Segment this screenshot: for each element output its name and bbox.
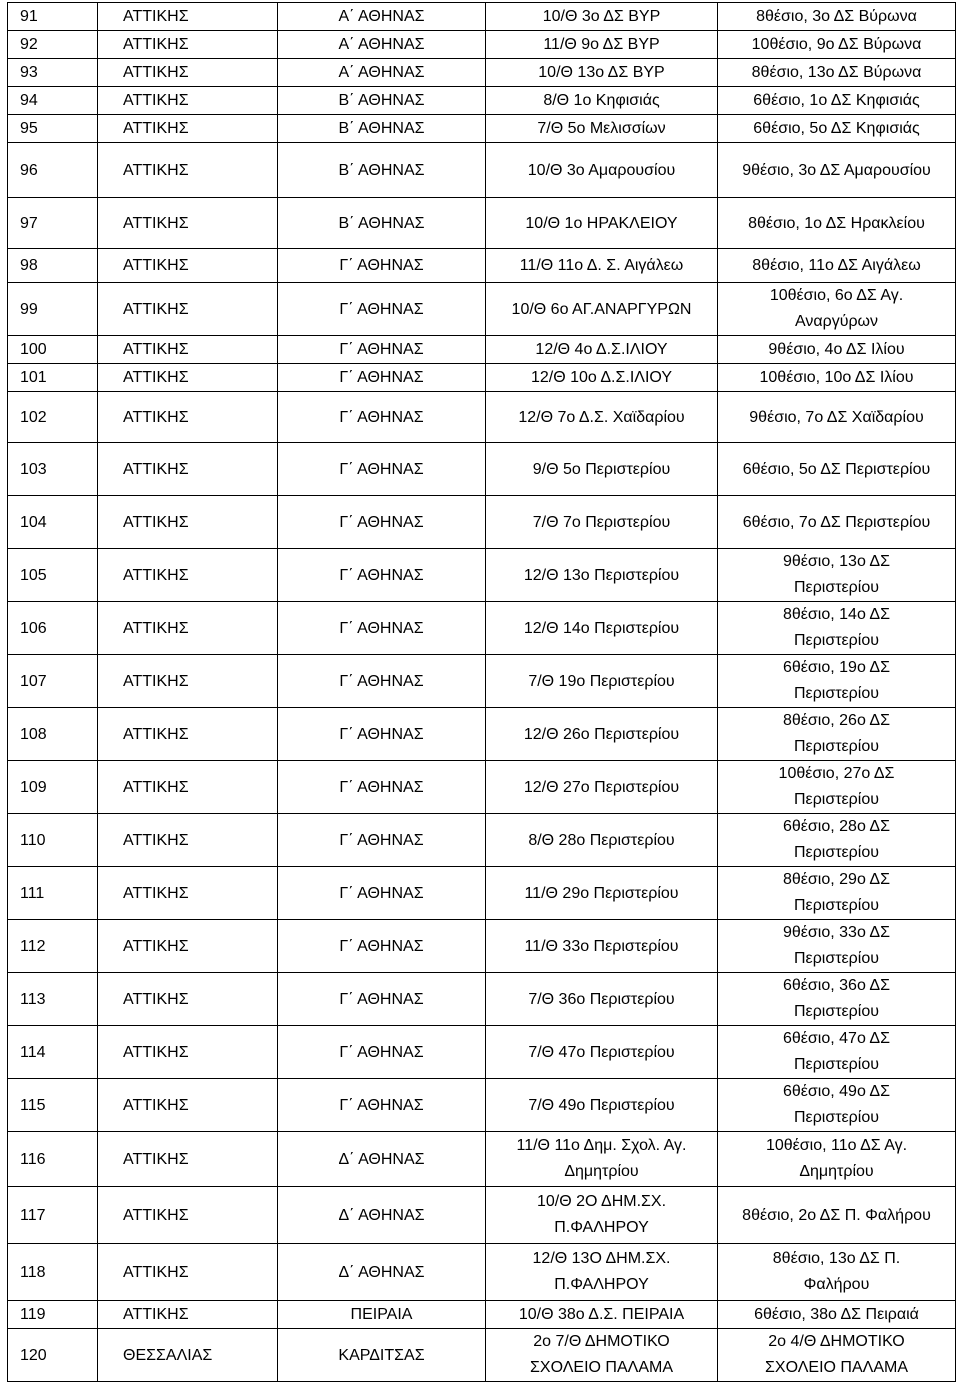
table-row <box>8 115 956 143</box>
table-row <box>8 1244 956 1301</box>
row-number: 114 <box>8 1026 98 1079</box>
directorate-cell: Γ΄ ΑΘΗΝΑΣ <box>278 973 486 1026</box>
region-cell: ΑΤΤΙΚΗΣ <box>98 920 278 973</box>
row-number: 115 <box>8 1079 98 1132</box>
position-cell-line: 8θέσιο, 13ο ΔΣ Π. <box>772 1250 901 1267</box>
table-row <box>8 1329 956 1382</box>
directorate-cell: Γ΄ ΑΘΗΝΑΣ <box>278 814 486 867</box>
schools-table <box>7 2 956 1382</box>
region-cell: ΑΤΤΙΚΗΣ <box>98 1301 278 1329</box>
position-cell <box>718 761 956 814</box>
table-row <box>8 143 956 198</box>
row-number: 110 <box>8 814 98 867</box>
position-cell-line: 6θέσιο, 5ο ΔΣ Κηφισιάς <box>753 120 920 137</box>
directorate-cell: Α΄ ΑΘΗΝΑΣ <box>278 31 486 59</box>
region-cell: ΑΤΤΙΚΗΣ <box>98 143 278 198</box>
school-cell <box>486 364 718 392</box>
school-cell-line: 12/Θ 14ο Περιστερίου <box>523 619 680 637</box>
table-row <box>8 496 956 549</box>
row-number: 118 <box>8 1244 98 1301</box>
table-row <box>8 198 956 249</box>
school-cell-line: 11/Θ 11ο Δημ. Σχολ. Αγ. <box>516 1137 687 1154</box>
table-row <box>8 761 956 814</box>
school-cell <box>486 336 718 364</box>
region-cell: ΑΤΤΙΚΗΣ <box>98 973 278 1026</box>
row-number: 108 <box>8 708 98 761</box>
row-number: 104 <box>8 496 98 549</box>
position-cell-line: Αναργύρων <box>794 313 879 330</box>
school-cell-line: 12/Θ 7ο Δ.Σ. Χαϊδαρίου <box>518 408 685 426</box>
region-cell: ΑΤΤΙΚΗΣ <box>98 708 278 761</box>
school-cell-line: 7/Θ 49ο Περιστερίου <box>528 1096 675 1114</box>
school-cell <box>486 1026 718 1079</box>
region-cell: ΑΤΤΙΚΗΣ <box>98 1132 278 1187</box>
position-cell <box>718 392 956 443</box>
position-cell-line: 6θέσιο, 1ο ΔΣ Κηφισιάς <box>753 92 920 109</box>
school-cell-line: 11/Θ 29ο Περιστερίου <box>524 884 679 902</box>
position-cell-line: 9θέσιο, 4ο ΔΣ Ιλίου <box>768 341 905 358</box>
school-cell-line: 7/Θ 19ο Περιστερίου <box>528 672 675 690</box>
position-cell-line: 9θέσιο, 7ο ΔΣ Χαϊδαρίου <box>749 408 924 426</box>
directorate-cell: Δ΄ ΑΘΗΝΑΣ <box>278 1132 486 1187</box>
position-cell <box>718 59 956 87</box>
directorate-cell: Β΄ ΑΘΗΝΑΣ <box>278 115 486 143</box>
region-cell: ΑΤΤΙΚΗΣ <box>98 31 278 59</box>
table-row <box>8 602 956 655</box>
school-cell <box>486 3 718 31</box>
region-cell: ΑΤΤΙΚΗΣ <box>98 1026 278 1079</box>
school-cell <box>486 655 718 708</box>
position-cell <box>718 655 956 708</box>
region-cell: ΑΤΤΙΚΗΣ <box>98 1079 278 1132</box>
table-row <box>8 973 956 1026</box>
table-row <box>8 364 956 392</box>
position-cell-line: 10θέσιο, 10ο ΔΣ Ιλίου <box>759 369 914 386</box>
position-cell-line: 10θέσιο, 11ο ΔΣ Αγ. <box>765 1137 908 1154</box>
school-cell-line: 10/Θ 3ο Αμαρουσίου <box>527 161 676 179</box>
school-cell <box>486 1244 718 1301</box>
row-number: 94 <box>8 87 98 115</box>
table-row <box>8 31 956 59</box>
school-cell-line: 2ο 7/Θ ΔΗΜΟΤΙΚΟ <box>533 1333 670 1350</box>
row-number: 117 <box>8 1187 98 1244</box>
position-cell-line: Περιστερίου <box>794 579 879 596</box>
row-number: 120 <box>8 1329 98 1382</box>
position-cell <box>718 496 956 549</box>
position-cell-line: 10θέσιο, 27ο ΔΣ <box>778 765 895 782</box>
region-cell: ΑΤΤΙΚΗΣ <box>98 283 278 336</box>
directorate-cell: Γ΄ ΑΘΗΝΑΣ <box>278 249 486 283</box>
school-cell-line: 10/Θ 6ο ΑΓ.ΑΝΑΡΓΥΡΩΝ <box>511 300 692 318</box>
position-cell-line: 10θέσιο, 9ο ΔΣ Βύρωνα <box>751 36 922 53</box>
position-cell <box>718 1244 956 1301</box>
position-cell-line: 2ο 4/Θ ΔΗΜΟΤΙΚΟ <box>768 1333 905 1350</box>
school-cell-line: 10/Θ 38ο Δ.Σ. ΠΕΙΡΑΙΑ <box>518 1306 685 1323</box>
region-cell: ΑΤΤΙΚΗΣ <box>98 392 278 443</box>
row-number: 95 <box>8 115 98 143</box>
school-cell-line: Π.ΦΑΛΗΡΟΥ <box>554 1219 649 1236</box>
directorate-cell: Γ΄ ΑΘΗΝΑΣ <box>278 392 486 443</box>
school-cell-line: ΣΧΟΛΕΙΟ ΠΑΛΑΜΑ <box>530 1359 673 1376</box>
position-cell <box>718 143 956 198</box>
region-cell: ΑΤΤΙΚΗΣ <box>98 364 278 392</box>
position-cell-line: 6θέσιο, 28ο ΔΣ <box>783 818 890 835</box>
table-row <box>8 1301 956 1329</box>
position-cell-line: 8θέσιο, 3ο ΔΣ Βύρωνα <box>756 8 917 25</box>
school-cell-line: 12/Θ 26ο Περιστερίου <box>523 725 680 743</box>
school-cell <box>486 443 718 496</box>
directorate-cell: Α΄ ΑΘΗΝΑΣ <box>278 3 486 31</box>
position-cell <box>718 1329 956 1382</box>
school-cell-line: 7/Θ 47ο Περιστερίου <box>528 1043 675 1061</box>
position-cell <box>718 1132 956 1187</box>
school-cell-line: 9/Θ 5ο Περιστερίου <box>532 460 671 478</box>
directorate-cell: ΚΑΡΔΙΤΣΑΣ <box>278 1329 486 1382</box>
table-row <box>8 708 956 761</box>
position-cell-line: ΣΧΟΛΕΙΟ ΠΑΛΑΜΑ <box>765 1359 908 1376</box>
school-cell <box>486 920 718 973</box>
position-cell-line: 6θέσιο, 49ο ΔΣ <box>783 1083 890 1100</box>
directorate-cell: Δ΄ ΑΘΗΝΑΣ <box>278 1244 486 1301</box>
school-cell <box>486 392 718 443</box>
position-cell <box>718 867 956 920</box>
position-cell <box>718 3 956 31</box>
school-cell-line: 7/Θ 7ο Περιστερίου <box>532 513 671 531</box>
school-cell <box>486 1329 718 1382</box>
table-row <box>8 1026 956 1079</box>
position-cell <box>718 602 956 655</box>
position-cell <box>718 283 956 336</box>
school-cell-line: 11/Θ 33ο Περιστερίου <box>524 937 679 955</box>
position-cell-line: 9θέσιο, 13ο ΔΣ <box>783 553 890 570</box>
school-cell <box>486 761 718 814</box>
school-cell <box>486 59 718 87</box>
position-cell <box>718 364 956 392</box>
row-number: 98 <box>8 249 98 283</box>
row-number: 119 <box>8 1301 98 1329</box>
school-cell-line: 12/Θ 10ο Δ.Σ.ΙΛΙΟΥ <box>530 369 673 386</box>
directorate-cell: Γ΄ ΑΘΗΝΑΣ <box>278 1026 486 1079</box>
directorate-cell: Γ΄ ΑΘΗΝΑΣ <box>278 867 486 920</box>
table-row <box>8 1132 956 1187</box>
region-cell: ΑΤΤΙΚΗΣ <box>98 814 278 867</box>
school-cell-line: 12/Θ 13Ο ΔΗΜ.ΣΧ. <box>532 1250 671 1267</box>
school-cell-line: 10/Θ 2Ο ΔΗΜ.ΣΧ. <box>536 1193 667 1210</box>
directorate-cell: Γ΄ ΑΘΗΝΑΣ <box>278 283 486 336</box>
school-cell-line: 8/Θ 28ο Περιστερίου <box>528 831 675 849</box>
row-number: 109 <box>8 761 98 814</box>
region-cell: ΑΤΤΙΚΗΣ <box>98 198 278 249</box>
school-cell-line: 11/Θ 9ο ΔΣ ΒΥΡ <box>543 36 660 53</box>
position-cell <box>718 31 956 59</box>
position-cell-line: Περιστερίου <box>794 1109 879 1126</box>
table-row <box>8 1187 956 1244</box>
position-cell-line: 9θέσιο, 33ο ΔΣ <box>783 924 890 941</box>
school-cell-line: 11/Θ 11ο Δ. Σ. Αιγάλεω <box>519 257 684 274</box>
row-number: 111 <box>8 867 98 920</box>
table-row <box>8 87 956 115</box>
position-cell-line: 6θέσιο, 36ο ΔΣ <box>783 977 890 994</box>
directorate-cell: Γ΄ ΑΘΗΝΑΣ <box>278 655 486 708</box>
region-cell: ΑΤΤΙΚΗΣ <box>98 59 278 87</box>
position-cell-line: 8θέσιο, 29ο ΔΣ <box>783 871 890 888</box>
row-number: 107 <box>8 655 98 708</box>
school-cell <box>486 1187 718 1244</box>
school-cell <box>486 115 718 143</box>
school-cell-line: 12/Θ 13ο Περιστερίου <box>523 566 680 584</box>
position-cell-line: Περιστερίου <box>794 1056 879 1073</box>
schools-table-body <box>8 3 956 1382</box>
directorate-cell: Α΄ ΑΘΗΝΑΣ <box>278 59 486 87</box>
school-cell-line: 12/Θ 4ο Δ.Σ.ΙΛΙΟΥ <box>535 341 668 358</box>
table-row <box>8 249 956 283</box>
school-cell-line: 10/Θ 13ο ΔΣ ΒΥΡ <box>538 64 665 81</box>
school-cell-line: 8/Θ 1ο Κηφισιάς <box>543 92 660 109</box>
region-cell: ΑΤΤΙΚΗΣ <box>98 87 278 115</box>
school-cell <box>486 814 718 867</box>
position-cell-line: Φαλήρου <box>803 1276 870 1293</box>
school-cell-line: 7/Θ 5ο Μελισσίων <box>537 120 666 137</box>
directorate-cell: Γ΄ ΑΘΗΝΑΣ <box>278 761 486 814</box>
school-cell <box>486 496 718 549</box>
row-number: 91 <box>8 3 98 31</box>
school-cell <box>486 602 718 655</box>
region-cell: ΑΤΤΙΚΗΣ <box>98 655 278 708</box>
region-cell: ΑΤΤΙΚΗΣ <box>98 496 278 549</box>
row-number: 105 <box>8 549 98 602</box>
position-cell <box>718 198 956 249</box>
position-cell <box>718 336 956 364</box>
position-cell <box>718 708 956 761</box>
row-number: 113 <box>8 973 98 1026</box>
position-cell <box>718 443 956 496</box>
position-cell <box>718 1187 956 1244</box>
row-number: 112 <box>8 920 98 973</box>
position-cell-line: 6θέσιο, 7ο ΔΣ Περιστερίου <box>742 513 931 531</box>
directorate-cell: Γ΄ ΑΘΗΝΑΣ <box>278 496 486 549</box>
table-row <box>8 814 956 867</box>
position-cell <box>718 973 956 1026</box>
position-cell-line: Περιστερίου <box>794 897 879 914</box>
row-number: 106 <box>8 602 98 655</box>
region-cell: ΑΤΤΙΚΗΣ <box>98 1244 278 1301</box>
position-cell-line: Δημητρίου <box>799 1163 874 1180</box>
position-cell-line: 8θέσιο, 1ο ΔΣ Ηρακλείου <box>748 214 925 232</box>
directorate-cell: Γ΄ ΑΘΗΝΑΣ <box>278 602 486 655</box>
position-cell <box>718 87 956 115</box>
row-number: 103 <box>8 443 98 496</box>
row-number: 96 <box>8 143 98 198</box>
school-cell <box>486 1079 718 1132</box>
position-cell-line: Περιστερίου <box>794 950 879 967</box>
school-cell <box>486 87 718 115</box>
region-cell: ΑΤΤΙΚΗΣ <box>98 761 278 814</box>
school-cell <box>486 249 718 283</box>
position-cell <box>718 920 956 973</box>
region-cell: ΑΤΤΙΚΗΣ <box>98 115 278 143</box>
school-cell-line: 10/Θ 3ο ΔΣ ΒΥΡ <box>542 8 661 25</box>
directorate-cell: Γ΄ ΑΘΗΝΑΣ <box>278 336 486 364</box>
directorate-cell: Β΄ ΑΘΗΝΑΣ <box>278 198 486 249</box>
school-cell <box>486 31 718 59</box>
region-cell: ΑΤΤΙΚΗΣ <box>98 602 278 655</box>
table-row <box>8 1079 956 1132</box>
table-row <box>8 920 956 973</box>
table-row <box>8 867 956 920</box>
row-number: 116 <box>8 1132 98 1187</box>
region-cell: ΑΤΤΙΚΗΣ <box>98 443 278 496</box>
directorate-cell: Γ΄ ΑΘΗΝΑΣ <box>278 443 486 496</box>
position-cell <box>718 115 956 143</box>
position-cell-line: 8θέσιο, 2ο ΔΣ Π. Φαλήρου <box>742 1206 931 1224</box>
row-number: 102 <box>8 392 98 443</box>
position-cell-line: Περιστερίου <box>794 632 879 649</box>
school-cell <box>486 549 718 602</box>
directorate-cell: Γ΄ ΑΘΗΝΑΣ <box>278 1079 486 1132</box>
row-number: 100 <box>8 336 98 364</box>
table-row <box>8 392 956 443</box>
school-cell <box>486 867 718 920</box>
position-cell-line: Περιστερίου <box>794 791 879 808</box>
position-cell-line: 8θέσιο, 14ο ΔΣ <box>783 606 890 623</box>
position-cell-line: Περιστερίου <box>794 685 879 702</box>
position-cell-line: Περιστερίου <box>794 844 879 861</box>
directorate-cell: Γ΄ ΑΘΗΝΑΣ <box>278 549 486 602</box>
region-cell: ΑΤΤΙΚΗΣ <box>98 3 278 31</box>
directorate-cell: ΠΕΙΡΑΙΑ <box>278 1301 486 1329</box>
directorate-cell: Β΄ ΑΘΗΝΑΣ <box>278 87 486 115</box>
region-cell: ΑΤΤΙΚΗΣ <box>98 1187 278 1244</box>
table-row <box>8 336 956 364</box>
directorate-cell: Γ΄ ΑΘΗΝΑΣ <box>278 920 486 973</box>
school-cell <box>486 708 718 761</box>
position-cell-line: 10θέσιο, 6ο ΔΣ Αγ. <box>769 287 904 304</box>
school-cell-line: Π.ΦΑΛΗΡΟΥ <box>554 1276 649 1293</box>
school-cell <box>486 973 718 1026</box>
position-cell-line: 8θέσιο, 13ο ΔΣ Βύρωνα <box>751 64 922 81</box>
school-cell <box>486 283 718 336</box>
row-number: 101 <box>8 364 98 392</box>
school-cell-line: 7/Θ 36ο Περιστερίου <box>528 990 675 1008</box>
region-cell: ΑΤΤΙΚΗΣ <box>98 249 278 283</box>
directorate-cell: Γ΄ ΑΘΗΝΑΣ <box>278 708 486 761</box>
position-cell <box>718 1026 956 1079</box>
position-cell-line: 6θέσιο, 19ο ΔΣ <box>783 659 890 676</box>
table-row <box>8 655 956 708</box>
directorate-cell: Β΄ ΑΘΗΝΑΣ <box>278 143 486 198</box>
position-cell <box>718 814 956 867</box>
table-row <box>8 549 956 602</box>
position-cell-line: Περιστερίου <box>794 738 879 755</box>
position-cell <box>718 1301 956 1329</box>
school-cell <box>486 198 718 249</box>
school-cell-line: 10/Θ 1ο ΗΡΑΚΛΕΙΟΥ <box>525 214 678 232</box>
row-number: 93 <box>8 59 98 87</box>
position-cell <box>718 249 956 283</box>
position-cell-line: Περιστερίου <box>794 1003 879 1020</box>
table-row <box>8 3 956 31</box>
position-cell-line: 6θέσιο, 47ο ΔΣ <box>783 1030 890 1047</box>
position-cell <box>718 1079 956 1132</box>
school-cell <box>486 1301 718 1329</box>
row-number: 99 <box>8 283 98 336</box>
row-number: 97 <box>8 198 98 249</box>
school-cell <box>486 1132 718 1187</box>
position-cell-line: 8θέσιο, 26ο ΔΣ <box>783 712 890 729</box>
position-cell-line: 6θέσιο, 38ο ΔΣ Πειραιά <box>754 1306 919 1323</box>
position-cell-line: 8θέσιο, 11ο ΔΣ Αιγάλεω <box>752 257 921 274</box>
region-cell: ΘΕΣΣΑΛΙΑΣ <box>98 1329 278 1382</box>
directorate-cell: Δ΄ ΑΘΗΝΑΣ <box>278 1187 486 1244</box>
school-cell-line: Δημητρίου <box>564 1163 639 1180</box>
row-number: 92 <box>8 31 98 59</box>
region-cell: ΑΤΤΙΚΗΣ <box>98 336 278 364</box>
position-cell-line: 6θέσιο, 5ο ΔΣ Περιστερίου <box>742 460 931 478</box>
position-cell-line: 9θέσιο, 3ο ΔΣ Αμαρουσίου <box>742 161 931 179</box>
table-row <box>8 443 956 496</box>
region-cell: ΑΤΤΙΚΗΣ <box>98 549 278 602</box>
school-cell <box>486 143 718 198</box>
region-cell: ΑΤΤΙΚΗΣ <box>98 867 278 920</box>
table-row <box>8 283 956 336</box>
table-row <box>8 59 956 87</box>
school-cell-line: 12/Θ 27ο Περιστερίου <box>523 778 680 796</box>
directorate-cell: Γ΄ ΑΘΗΝΑΣ <box>278 364 486 392</box>
position-cell <box>718 549 956 602</box>
